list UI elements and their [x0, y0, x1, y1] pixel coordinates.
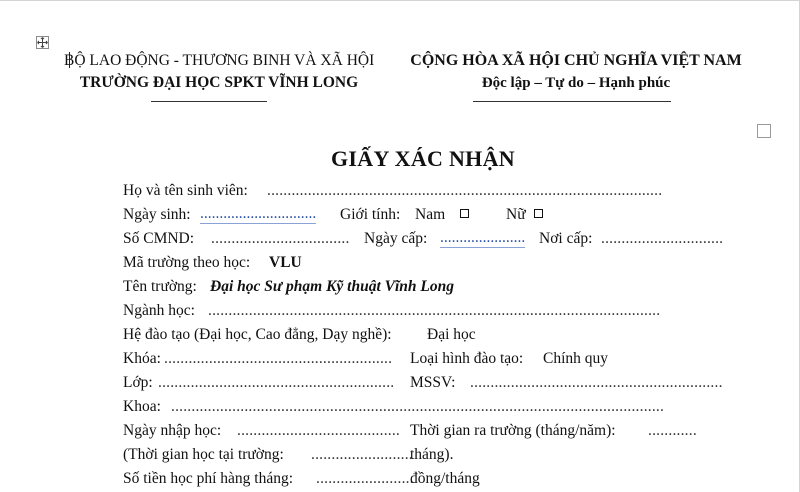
id-field[interactable]: .................................. — [211, 230, 350, 247]
full-name-field[interactable]: ................................................................................................. — [267, 182, 663, 199]
training-type-value: Chính quy — [543, 350, 609, 367]
fee-label: Số tiền học phí hàng tháng: — [123, 470, 294, 487]
major-label: Ngành học: — [123, 302, 195, 319]
issue-place-label: Nơi cấp: — [539, 230, 593, 247]
row-course — [123, 348, 703, 370]
row-program — [123, 324, 703, 346]
gender-female-checkbox[interactable] — [534, 204, 543, 226]
header-right-underline — [473, 101, 671, 102]
row-school-name — [123, 276, 703, 298]
national-motto: Độc lập – Tự do – Hạnh phúc — [481, 75, 671, 91]
university-name: TRƯỜNG ĐẠI HỌC SPKT VĨNH LONG — [79, 74, 359, 91]
course-field[interactable]: ........................................................ — [164, 350, 393, 367]
issue-place-field[interactable]: .............................. — [601, 230, 724, 247]
dob-field[interactable]: .............................. — [200, 205, 317, 222]
page-top-edge — [0, 0, 800, 1]
row-school-code — [123, 252, 703, 274]
class-label: Lớp: — [123, 374, 153, 391]
student-id-field[interactable]: .............................................................. — [470, 374, 723, 391]
row-dob-gender — [123, 204, 703, 226]
faculty-field[interactable]: ......................................................................................................................... — [171, 398, 665, 415]
enroll-date-label: Ngày nhập học: — [123, 422, 222, 439]
row-faculty — [123, 396, 703, 418]
full-name-label: Họ và tên sinh viên: — [123, 182, 248, 199]
document-title: GIẤY XÁC NHẬN — [331, 146, 515, 171]
school-name-value: Đại học Sư phạm Kỹ thuật Vĩnh Long — [210, 278, 455, 295]
table-move-handle-icon[interactable] — [36, 36, 49, 49]
row-id-card — [123, 228, 724, 250]
row-major — [123, 300, 703, 322]
enroll-date-field[interactable]: ........................................ — [237, 422, 400, 439]
gender-male-checkbox[interactable] — [460, 204, 469, 226]
header-right — [398, 50, 754, 94]
ministry-name: BỘ LAO ĐỘNG - THƯƠNG BINH VÀ XÃ HỘI — [64, 52, 375, 69]
school-code-label: Mã trường theo học: — [123, 254, 251, 271]
gender-male-label: Nam — [415, 206, 446, 223]
issue-date-label: Ngày cấp: — [364, 230, 428, 247]
graduation-label: Thời gian ra trường (tháng/năm): — [410, 422, 616, 439]
graduation-field[interactable]: ............ — [648, 422, 697, 439]
dob-label: Ngày sinh: — [123, 206, 191, 223]
row-enroll-date — [123, 420, 703, 442]
header-left — [64, 50, 374, 94]
national-title: CỘNG HÒA XÃ HỘI CHỦ NGHĨA VIỆT NAM — [410, 52, 742, 69]
row-class — [123, 372, 723, 394]
faculty-label: Khoa: — [123, 398, 161, 415]
row-full-name — [123, 180, 703, 202]
study-time-unit: tháng). — [410, 446, 454, 463]
study-time-label: (Thời gian học tại trường: — [123, 446, 284, 463]
gender-label: Giới tính: — [340, 206, 401, 223]
header-left-underline — [151, 101, 267, 102]
fee-field[interactable]: ........................ — [316, 470, 414, 487]
program-value: Đại học — [427, 326, 476, 343]
program-label: Hệ đào tạo (Đại học, Cao đẳng, Dạy nghề): — [123, 326, 392, 343]
table-resize-handle[interactable] — [757, 124, 771, 138]
major-field[interactable]: ............................................................................................................... — [208, 302, 661, 319]
class-field[interactable]: .......................................................... — [158, 374, 395, 391]
student-id-label: MSSV: — [410, 374, 456, 391]
id-label: Số CMND: — [123, 230, 195, 247]
school-code-value: VLU — [269, 254, 302, 271]
row-study-time — [123, 444, 703, 466]
training-type-label: Loại hình đào tạo: — [410, 350, 524, 367]
study-time-field[interactable]: ......................... — [311, 446, 413, 463]
course-label: Khóa: — [123, 350, 161, 367]
fee-unit: đồng/tháng — [410, 470, 480, 487]
row-tuition-fee — [123, 468, 703, 490]
gender-female-label: Nữ — [506, 206, 526, 223]
issue-date-field[interactable]: ...................... — [440, 229, 526, 246]
school-name-label: Tên trường: — [123, 278, 197, 295]
